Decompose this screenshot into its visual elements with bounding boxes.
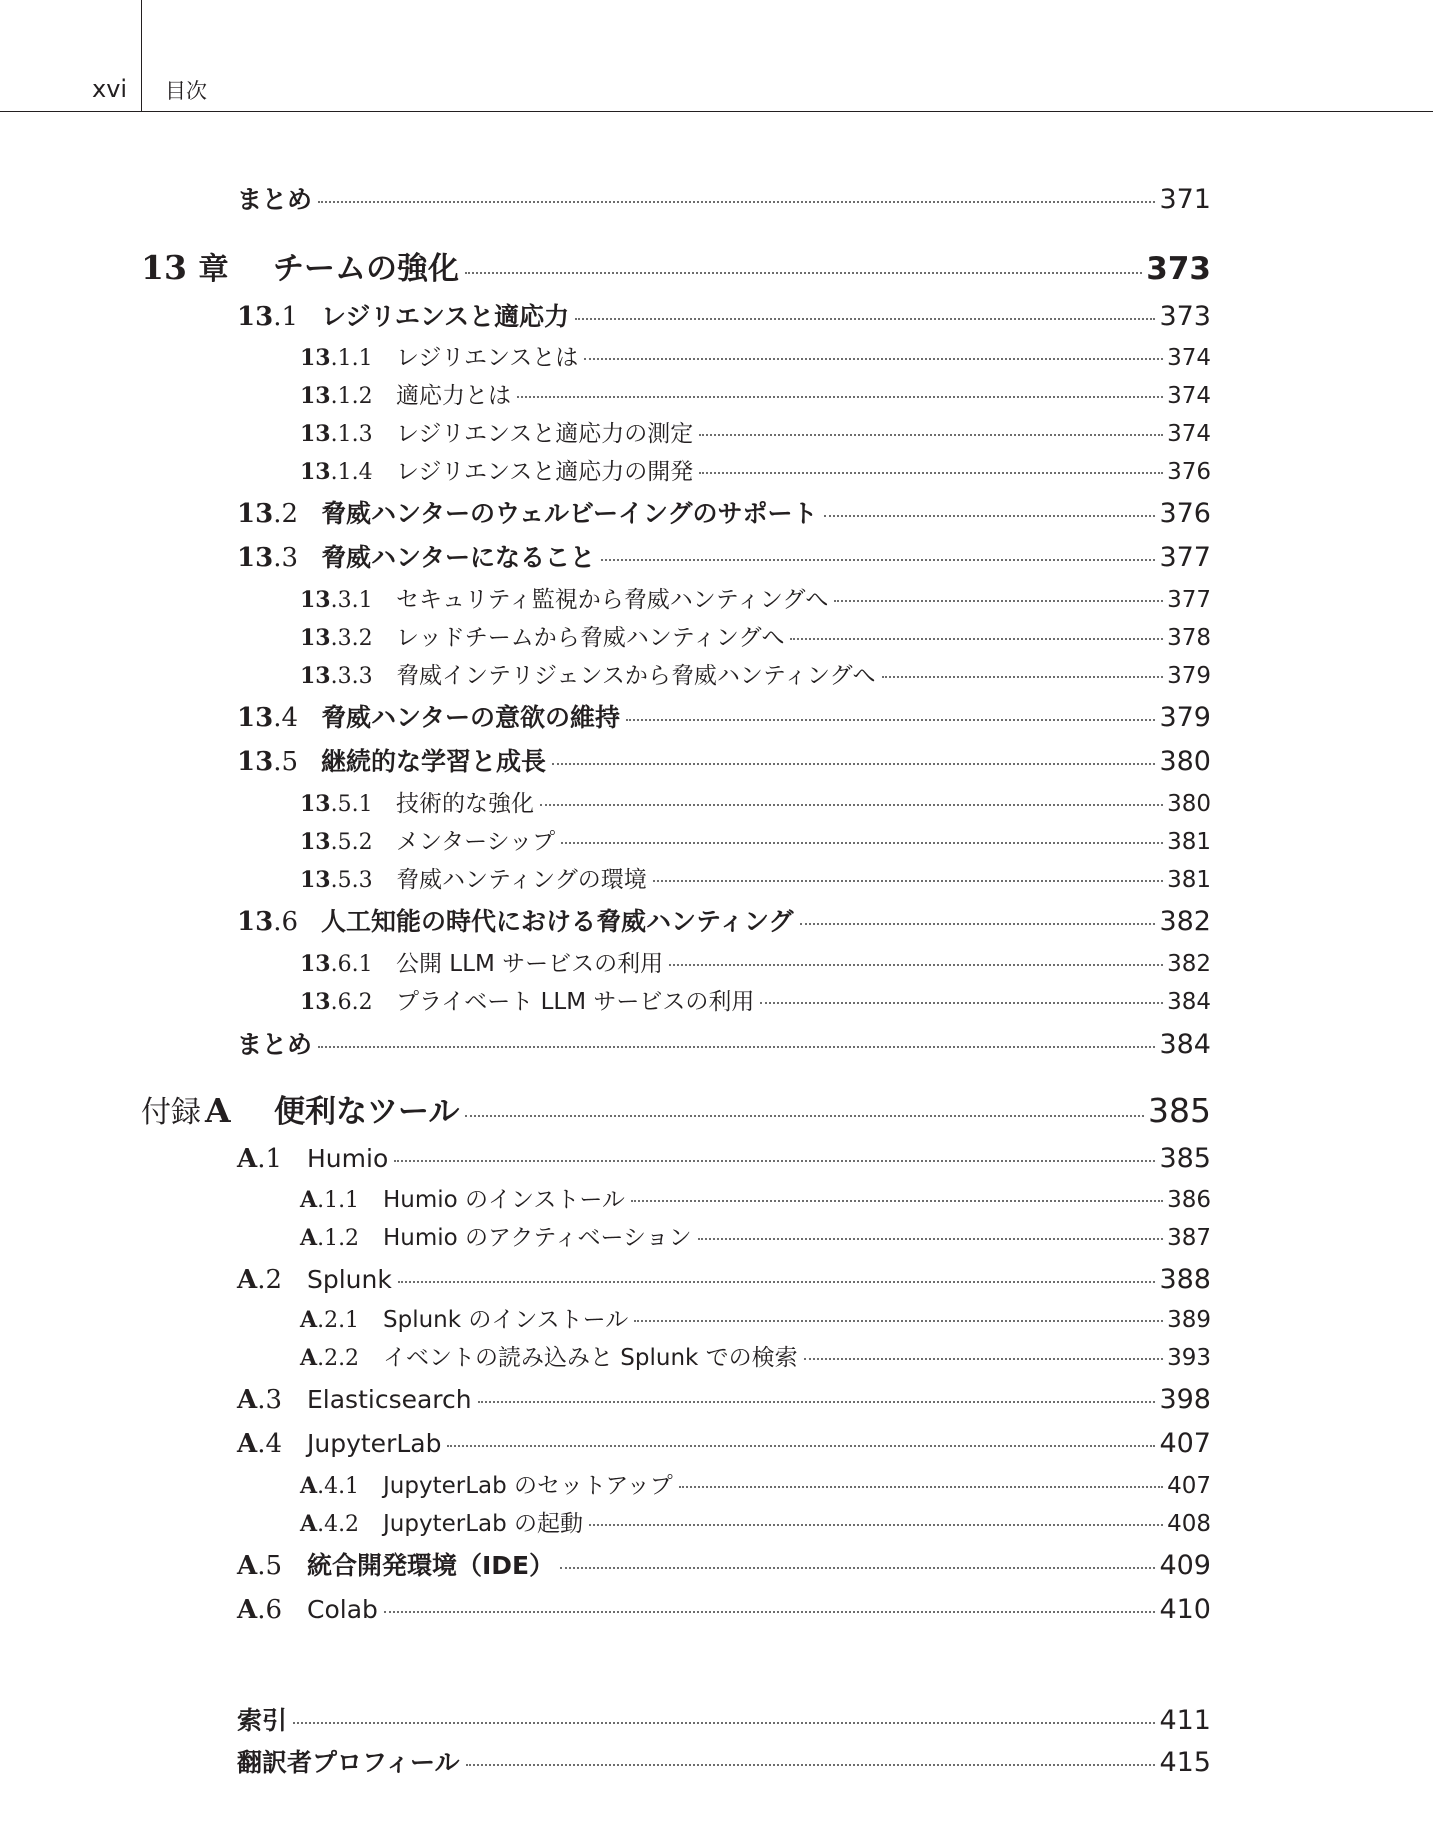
- dot-leader: [800, 923, 1156, 925]
- toc-entry-page: 379: [1167, 663, 1211, 689]
- appendix-number: 付録 A: [141, 1091, 231, 1130]
- dot-leader: [669, 964, 1163, 966]
- dot-leader: [760, 1002, 1163, 1004]
- dot-leader: [824, 515, 1156, 517]
- toc-section-13-1[interactable]: [237, 300, 1211, 334]
- subsection-number: A.1.1: [300, 1187, 360, 1213]
- toc-entry-page: 407: [1167, 1473, 1211, 1499]
- page-number: xvi: [92, 75, 128, 103]
- toc-entry-page: 380: [1167, 791, 1211, 817]
- toc-entry-page: 393: [1167, 1345, 1211, 1371]
- section-number: A.3: [237, 1385, 282, 1415]
- toc-entry-title: Humio のアクティベーション: [383, 1225, 692, 1251]
- subsection-number: 13.1.3: [300, 421, 373, 447]
- toc-subsection-13-3-3[interactable]: [300, 660, 1211, 692]
- toc-entry-title: 脅威ハンターの意欲の維持: [321, 703, 621, 732]
- section-number: A.1: [237, 1144, 282, 1174]
- toc-entry-title: 継続的な学習と成長: [321, 747, 547, 776]
- toc-section-a-4[interactable]: [237, 1427, 1211, 1461]
- dot-leader: [517, 396, 1163, 398]
- toc-entry-page: 377: [1167, 587, 1211, 613]
- toc-entry-title: JupyterLab の起動: [383, 1511, 584, 1537]
- toc-subsection-a-1-1[interactable]: [300, 1184, 1211, 1216]
- toc-section-a-1[interactable]: [237, 1142, 1211, 1176]
- toc-subsection-13-5-1[interactable]: [300, 788, 1211, 820]
- subsection-number: 13.6.1: [300, 951, 373, 977]
- toc-subsection-13-5-2[interactable]: [300, 826, 1211, 858]
- subsection-number: A.2.1: [300, 1307, 360, 1333]
- section-number: A.6: [237, 1595, 282, 1625]
- toc-section-13-5[interactable]: [237, 745, 1211, 779]
- toc-entry-title: 公開 LLM サービスの利用: [396, 951, 664, 977]
- toc-entry-page: 381: [1167, 867, 1211, 893]
- toc-subsection-13-5-3[interactable]: [300, 864, 1211, 896]
- dot-leader: [584, 358, 1163, 360]
- toc-entry-title: レジリエンスと適応力: [321, 302, 570, 331]
- chapter-page: 373: [1146, 251, 1211, 287]
- dot-leader: [631, 1200, 1163, 1202]
- subsection-number: A.2.2: [300, 1345, 360, 1371]
- dot-leader: [834, 600, 1163, 602]
- toc-entry-title: 人工知能の時代における脅威ハンティング: [321, 907, 794, 936]
- dot-leader: [589, 1524, 1163, 1526]
- dot-leader: [804, 1358, 1163, 1360]
- toc-subsection-13-1-1[interactable]: [300, 342, 1211, 374]
- section-number: 13.6: [237, 907, 298, 937]
- toc-entry-title: 技術的な強化: [396, 791, 534, 817]
- section-number: 13.4: [237, 703, 298, 733]
- dot-leader: [465, 1115, 1144, 1117]
- dot-leader: [318, 201, 1155, 203]
- toc-section-13-4[interactable]: [237, 701, 1211, 735]
- subsection-number: 13.5.2: [300, 829, 373, 855]
- toc-entry-page: 382: [1159, 906, 1211, 937]
- toc-subsection-13-6-2[interactable]: [300, 986, 1211, 1018]
- toc-subsection-13-6-1[interactable]: [300, 948, 1211, 980]
- toc-entry-title: レッドチームから脅威ハンティングへ: [396, 625, 785, 651]
- dot-leader: [882, 676, 1164, 678]
- toc-subsection-13-3-2[interactable]: [300, 622, 1211, 654]
- subsection-number: A.4.2: [300, 1511, 360, 1537]
- toc-entry-title: プライベート LLM サービスの利用: [396, 989, 755, 1015]
- dot-leader: [699, 472, 1163, 474]
- toc-entry-title: 脅威ハンターになること: [321, 543, 596, 572]
- subsection-number: 13.3.1: [300, 587, 373, 613]
- toc-section-a-3[interactable]: [237, 1383, 1211, 1417]
- toc-entry-title: まとめ: [237, 185, 313, 214]
- dot-leader: [653, 880, 1163, 882]
- toc-entry-title: 索引: [237, 1706, 288, 1735]
- subsection-number: 13.3.2: [300, 625, 373, 651]
- subsection-number: 13.1.4: [300, 459, 373, 485]
- toc-entry-title: Humio: [307, 1144, 389, 1173]
- toc-entry-title: Splunk: [307, 1265, 392, 1294]
- section-number: 13.1: [237, 302, 298, 332]
- section-number: A.4: [237, 1429, 282, 1459]
- toc-entry-summary-ch12[interactable]: [237, 183, 1211, 217]
- section-number: A.5: [237, 1551, 282, 1581]
- toc-entry-page: 374: [1167, 345, 1211, 371]
- section-number: 13.5: [237, 747, 298, 777]
- running-title: 目次: [165, 79, 207, 103]
- toc-entry-title: JupyterLab: [307, 1429, 442, 1458]
- toc-entry-page: 410: [1159, 1594, 1211, 1625]
- toc-entry-page: 376: [1167, 459, 1211, 485]
- toc-entry-title: Splunk のインストール: [383, 1307, 629, 1333]
- subsection-number: 13.5.3: [300, 867, 373, 893]
- toc-section-13-3[interactable]: [237, 541, 1211, 575]
- toc-entry-page: 376: [1159, 498, 1211, 529]
- dot-leader: [790, 638, 1163, 640]
- toc-subsection-13-1-3[interactable]: [300, 418, 1211, 450]
- dot-leader: [634, 1320, 1163, 1322]
- toc-entry-page: 407: [1159, 1428, 1211, 1459]
- toc-entry-page: 381: [1167, 829, 1211, 855]
- dot-leader: [398, 1281, 1156, 1283]
- toc-entry-translator-profile[interactable]: [237, 1746, 1211, 1780]
- dot-leader: [601, 559, 1155, 561]
- toc-subsection-13-1-4[interactable]: [300, 456, 1211, 488]
- toc-entry-page: 408: [1167, 1511, 1211, 1537]
- toc-entry-page: 385: [1159, 1143, 1211, 1174]
- toc-entry-title: セキュリティ監視から脅威ハンティングへ: [396, 587, 829, 613]
- toc-subsection-a-2-2[interactable]: [300, 1342, 1211, 1374]
- chapter-title: チームの強化: [273, 251, 459, 287]
- toc-chapter-13[interactable]: [141, 248, 1211, 288]
- dot-leader: [447, 1445, 1155, 1447]
- subsection-number: 13.3.3: [300, 663, 373, 689]
- toc-entry-page: 374: [1167, 383, 1211, 409]
- subsection-number: 13.1.1: [300, 345, 373, 371]
- dot-leader: [575, 318, 1155, 320]
- toc-entry-page: 373: [1159, 301, 1211, 332]
- toc-entry-page: 374: [1167, 421, 1211, 447]
- toc-entry-page: 378: [1167, 625, 1211, 651]
- toc-entry-title: レジリエンスとは: [396, 345, 579, 371]
- subsection-number: A.1.2: [300, 1225, 360, 1251]
- section-number: 13.2: [237, 499, 298, 529]
- toc-subsection-13-1-2[interactable]: [300, 380, 1211, 412]
- toc-entry-title: 脅威ハンターのウェルビーイングのサポート: [321, 499, 818, 528]
- toc-entry-page: 382: [1167, 951, 1211, 977]
- toc-subsection-a-4-1[interactable]: [300, 1470, 1211, 1502]
- dot-leader: [478, 1401, 1156, 1403]
- dot-leader: [466, 1764, 1156, 1766]
- toc-entry-page: 371: [1159, 184, 1211, 215]
- dot-leader: [698, 1238, 1163, 1240]
- toc-entry-page: 389: [1167, 1307, 1211, 1333]
- toc-subsection-13-3-1[interactable]: [300, 584, 1211, 616]
- toc-entry-title: 適応力とは: [396, 383, 511, 409]
- dot-leader: [560, 1567, 1155, 1569]
- toc-entry-index[interactable]: [237, 1704, 1211, 1738]
- toc-entry-title: イベントの読み込みと Splunk での検索: [383, 1345, 798, 1371]
- section-number: A.2: [237, 1265, 282, 1295]
- section-number: 13.3: [237, 543, 298, 573]
- dot-leader: [699, 434, 1163, 436]
- subsection-number: 13.6.2: [300, 989, 373, 1015]
- subsection-number: 13.1.2: [300, 383, 373, 409]
- toc-subsection-a-1-2[interactable]: [300, 1222, 1211, 1254]
- dot-leader: [465, 272, 1142, 274]
- toc-entry-title: 脅威ハンティングの環境: [396, 867, 647, 893]
- toc-section-a-2[interactable]: [237, 1263, 1211, 1297]
- dot-leader: [293, 1722, 1155, 1724]
- toc-entry-title: レジリエンスと適応力の測定: [396, 421, 694, 447]
- toc-entry-page: 386: [1167, 1187, 1211, 1213]
- toc-entry-page: 384: [1159, 1029, 1211, 1060]
- toc-entry-page: 398: [1159, 1384, 1211, 1415]
- toc-entry-title: Humio のインストール: [383, 1187, 625, 1213]
- appendix-page: 385: [1148, 1091, 1211, 1130]
- toc-section-a-5[interactable]: [237, 1549, 1211, 1583]
- dot-leader: [384, 1611, 1156, 1613]
- dot-leader: [318, 1046, 1155, 1048]
- toc-entry-page: 415: [1159, 1747, 1211, 1778]
- toc-entry-page: 380: [1159, 746, 1211, 777]
- toc-entry-page: 388: [1159, 1264, 1211, 1295]
- toc-section-a-6[interactable]: [237, 1593, 1211, 1627]
- chapter-number: 13 章: [141, 248, 229, 287]
- toc-entry-title: メンターシップ: [396, 829, 556, 855]
- toc-entry-title: JupyterLab のセットアップ: [383, 1473, 673, 1499]
- subsection-number: A.4.1: [300, 1473, 360, 1499]
- toc-entry-title: Colab: [307, 1595, 378, 1624]
- toc-subsection-a-2-1[interactable]: [300, 1304, 1211, 1336]
- toc-entry-title: 統合開発環境（IDE）: [307, 1551, 555, 1580]
- toc-appendix-a[interactable]: [141, 1091, 1211, 1131]
- dot-leader: [561, 842, 1163, 844]
- toc-section-13-2[interactable]: [237, 497, 1211, 531]
- dot-leader: [626, 719, 1155, 721]
- toc-entry-page: 377: [1159, 542, 1211, 573]
- dot-leader: [394, 1160, 1155, 1162]
- toc-section-13-6[interactable]: [237, 905, 1211, 939]
- toc-entry-page: 409: [1159, 1550, 1211, 1581]
- toc-entry-page: 387: [1167, 1225, 1211, 1251]
- toc-entry-summary-ch13[interactable]: [237, 1028, 1211, 1062]
- toc-entry-title: まとめ: [237, 1030, 313, 1059]
- toc-entry-page: 384: [1167, 989, 1211, 1015]
- toc-entry-page: 411: [1159, 1705, 1211, 1736]
- toc-entry-title: 翻訳者プロフィール: [237, 1748, 460, 1777]
- toc-entry-title: 脅威インテリジェンスから脅威ハンティングへ: [396, 663, 876, 689]
- dot-leader: [540, 804, 1163, 806]
- dot-leader: [679, 1486, 1163, 1488]
- toc-entry-title: レジリエンスと適応力の開発: [396, 459, 694, 485]
- toc-subsection-a-4-2[interactable]: [300, 1508, 1211, 1540]
- toc-entry-page: 379: [1159, 702, 1211, 733]
- toc-entry-title: Elasticsearch: [307, 1385, 472, 1414]
- dot-leader: [552, 763, 1155, 765]
- subsection-number: 13.5.1: [300, 791, 373, 817]
- appendix-title: 便利なツール: [274, 1094, 460, 1130]
